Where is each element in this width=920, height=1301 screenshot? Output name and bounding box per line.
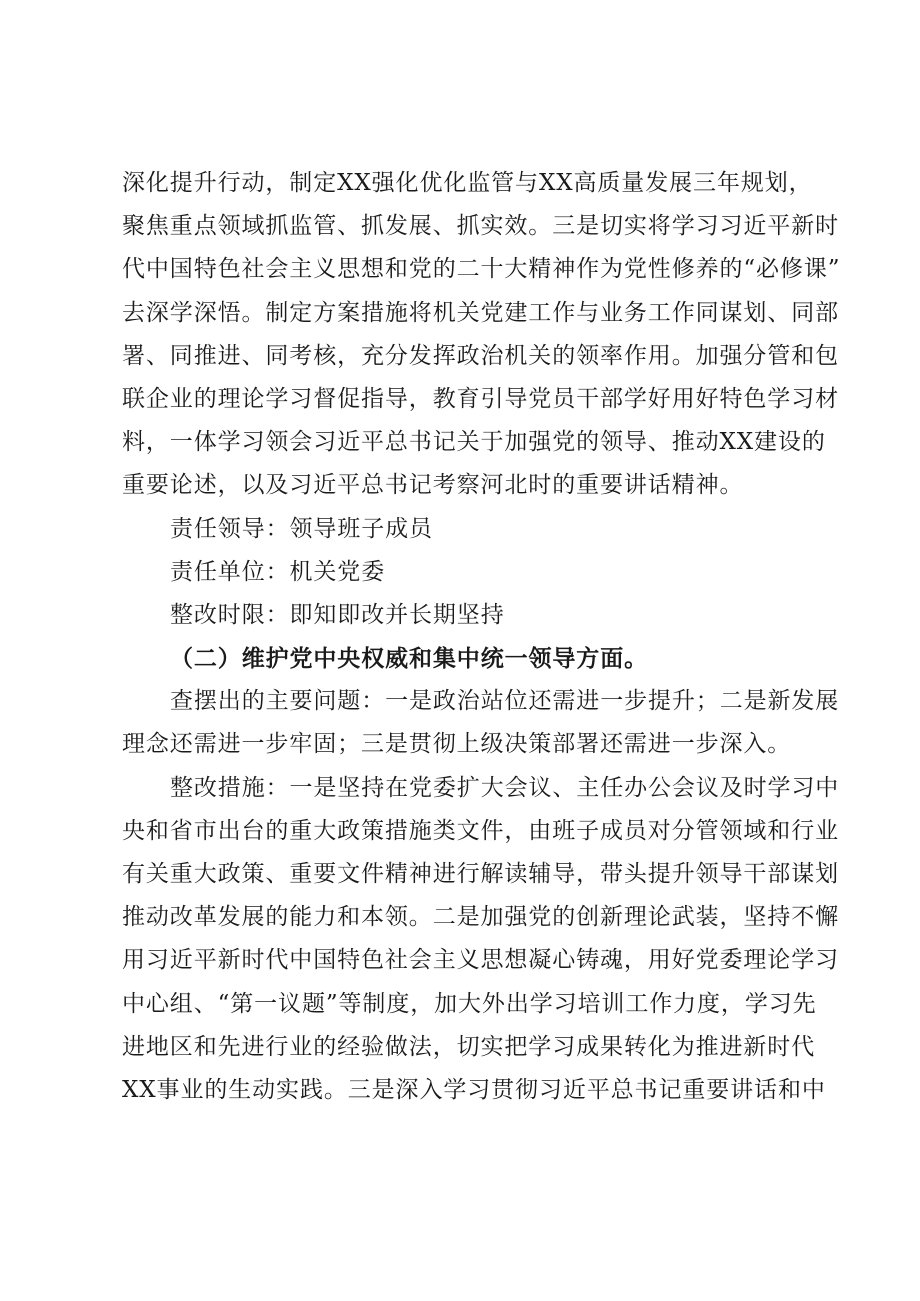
text-line: 推动改革发展的能力和本领。二是加强党的创新理论武装，坚持不懈	[122, 904, 839, 931]
text-line: 聚焦重点领域抓监管、抓发展、抓实效。三是切实将学习习近平新时	[122, 213, 839, 240]
text-line: 深化提升行动，制定XX强化优化监管与XX高质量发展三年规划，	[122, 170, 813, 196]
paragraph-problems	[122, 680, 840, 766]
text-line: 重要论述，以及习近平总书记考察河北时的重要讲话精神。	[122, 472, 744, 499]
text-line: 料，一体学习领会习近平总书记关于加强党的领导、推动XX建设的	[122, 429, 826, 456]
text-line: 理念还需进一步牢固；三是贯彻上级决策部署还需进一步深入。	[122, 731, 792, 758]
text-line: 查摆出的主要问题：一是政治站位还需进一步提升；二是新发展	[170, 688, 840, 715]
responsible-leader: 责任领导：领导班子成员	[170, 515, 433, 542]
text-line: 进地区和先进行业的经验做法，切实把学习成果转化为推进新时代	[122, 1033, 816, 1060]
text-line: 有关重大政策、重要文件精神进行解读辅导，带头提升领导干部谋划	[122, 861, 839, 887]
text-line: 央和省市出台的重大政策措施类文件，由班子成员对分管领域和行业	[122, 817, 839, 844]
text-line: 署、同推进、同考核，充分发挥政治机关的领率作用。加强分管和包	[122, 342, 839, 369]
paragraph-measures	[122, 767, 840, 1113]
rectification-deadline: 整改时限：即知即改并长期坚持	[170, 601, 505, 628]
document-body	[122, 162, 841, 1112]
text-line: XX事业的生动实践。三是深入学习贯彻习近平总书记重要讲话和中	[122, 1076, 826, 1103]
text-line: 中心组、“第一议题”等制度，加大外出学习培训工作力度，学习先	[122, 990, 817, 1017]
text-line: 去深学深悟。制定方案措施将机关党建工作与业务工作同谋划、同部	[122, 299, 839, 326]
text-line: 代中国特色社会主义思想和党的二十大精神作为党性修养的“必修课”	[122, 256, 841, 283]
text-line: 整改措施：一是坚持在党委扩大会议、主任办公会议及时学习中	[170, 774, 840, 801]
section-heading: （二）维护党中央权威和集中统一领导方面。	[170, 645, 648, 673]
text-line: 用习近平新时代中国特色社会主义思想凝心铸魂，用好党委理论学习	[122, 947, 839, 974]
responsible-unit: 责任单位：机关党委	[170, 558, 386, 585]
text-line: 联企业的理论学习督促指导，教育引导党员干部学好用好特色学习材	[122, 385, 839, 412]
paragraph-study-actions	[122, 162, 841, 508]
